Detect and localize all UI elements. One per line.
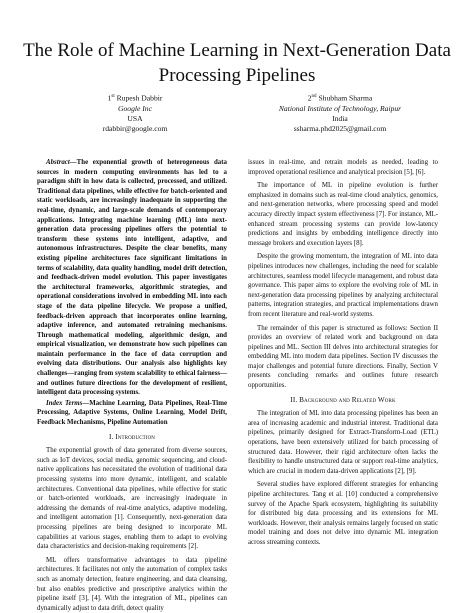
paper-title: The Role of Machine Learning in Next-Generation Data Processing Pipelines: [23, 40, 451, 86]
author-2-name: Shubham Sharma: [318, 93, 373, 103]
intro-paragraph-1: The exponential growth of data generated from diverse sources, such as IoT devices, social media, genomic sequencing, and cloud-native applications has necessitated the evolution of traditional data processing systems into more dynamic, intelligent, and scalable architectures. Conventional data pipelines, while effective for static or batch-oriented workloads, are increasingly inadequate in addressing the demands of real-time analytics, adaptive modeling, and intelligent automation [1]. Consequently, next-generation data processing pipelines are being designed to incorporate ML capabilities at various stages, enabling them to adapt to evolving data characteristics and decision-making requirements [2].: [37, 447, 227, 551]
author-2: [245, 92, 435, 134]
abstract: [37, 158, 227, 398]
author-2-name-line: [245, 92, 435, 104]
author-2-email[interactable]: ssharma.phd2025@gmail.com: [293, 124, 387, 134]
intro-paragraph-3: The importance of ML in pipeline evolution is further emphasized in domains such as real-time cloud analytics, genomics, and next-generation networks, where processing speed and model accuracy directly impact system effectiveness [7]. For instance, ML-enhanced stream processing systems can provide low-latency predictions and insights by embedding intelligence directly into message brokers and execution layers [8].: [248, 182, 438, 247]
related-paragraph-2: Several studies have explored different strategies for enhancing pipeline architectures. Tang et al. [10] conducted a comprehensive survey of the Apache Spark ecosystem, highlighting its suitability for distributed big data processing and its extensions for ML workloads. However, their analysis remains largely focused on static model training and does not delve into dynamic ML integration across streaming contexts.: [248, 481, 438, 546]
related-paragraph-1: The integration of ML into data processing pipelines has been an area of increasing academic and industrial interest. Traditional data pipelines, primarily designed for Extract-Transform-Load (ETL) operations, have been extensively utilized for batch processing of structured data. However, their rigid architecture often lacks the flexibility to handle unstructured data or support real-time analytics, which are crucial in modern data-driven applications [2], [9].: [248, 410, 438, 475]
abstract-text: —The exponential growth of heterogeneous data sources in modern computing environments has led to a paradigm shift in how data is collected, processed, and utilized. Traditional data pipelines, while effective for batch-oriented and static workloads, are increasingly inadequate in supporting the real-time, dynamic, and large-scale demands of contemporary applications. Integrating machine learning (ML) into next-generation data processing pipelines offers the potential to transform these systems into intelligent, adaptive, and autonomous infrastructures. Despite the clear benefits, many existing pipeline architectures face significant limitations in terms of scalability, data quality handling, model drift detection, and feedback-driven model evolution. This paper investigates the architectural frameworks, algorithmic strategies, and operational considerations involved in embedding ML into each stage of the data pipeline lifecycle. We propose a unified, feedback-driven approach that incorporates online learning, adaptive inference, and automated retraining mechanisms. Through mathematical modeling, algorithmic design, and empirical visualization, we demonstrate how such pipelines can maintain performance in the face of data corruption and evolving data distributions. Our analysis also highlights key challenges—ranging from system scalability to ethical fairness—and outlines future directions for the development of resilient, intelligent data processing systems.: [37, 159, 227, 397]
author-1-location: USA: [127, 113, 143, 123]
author-block: [37, 92, 437, 137]
intro-paragraph-5: The remainder of this paper is structured as follows: Section II provides an overview of related work and background on data pipelines and ML. Section III delves into architectural strategies for embedding ML into modern data pipelines. Section IV discusses the major challenges and potential future directions. Finally, Section V presents concluding remarks and outlines future research opportunities.: [248, 324, 438, 390]
index-terms-text: —Machine Learning, Data Pipelines, Real-Time Processing, Adaptive Systems, Online Learning, Model Drift, Feedback Mechanisms, Pipeline Automation: [37, 399, 227, 427]
section-2-heading: II. Background and Related Work: [290, 395, 396, 404]
right-column: [248, 158, 438, 548]
author-2-ordinal-num: 2: [307, 93, 312, 103]
author-1-name: Rupesh Dabbir: [116, 93, 163, 103]
author-2-location: India: [332, 113, 348, 123]
author-1-affiliation: Google Inc: [118, 103, 152, 113]
index-terms-label: Index Terms: [46, 399, 83, 407]
author-1-ordinal-num: 1: [107, 93, 112, 103]
author-1-email[interactable]: rdabbir@google.com: [102, 124, 168, 134]
left-column: [37, 158, 227, 613]
author-2-affiliation: National Institute of Technology, Raipur: [278, 103, 402, 113]
intro-paragraph-2-continued: issues in real-time, and retrain models as needed, leading to improved operational resilience and analytical precision [5], [6].: [248, 159, 438, 176]
intro-paragraph-4: Despite the growing momentum, the integration of ML into data pipelines introduces new challenges, including the need for scalable architectures, seamless model lifecycle management, and robust data governance. This paper aims to explore the evolving role of ML in next-generation data processing pipelines by analyzing architectural patterns, integration strategies, and practical implementations drawn from recent literature and real-world systems.: [248, 253, 438, 318]
abstract-label: Abstract: [46, 159, 70, 166]
author-1-name-line: [40, 92, 230, 104]
intro-paragraph-2: ML offers transformative advantages to data pipeline architectures. It facilitates not only the automation of complex tasks such as anomaly detection, feature engineering, and data cleansing, but also enables predictive and prescriptive analytics within the pipeline itself [3], [4]. With the integration of ML, pipelines can dynamically adjust to data drift, detect quality: [37, 556, 227, 612]
author-2-ordinal: nd: [311, 94, 317, 99]
author-1: [40, 92, 230, 134]
section-1-heading: I. Introduction: [109, 432, 155, 441]
index-terms: [37, 399, 227, 428]
author-1-ordinal: st: [111, 94, 115, 99]
